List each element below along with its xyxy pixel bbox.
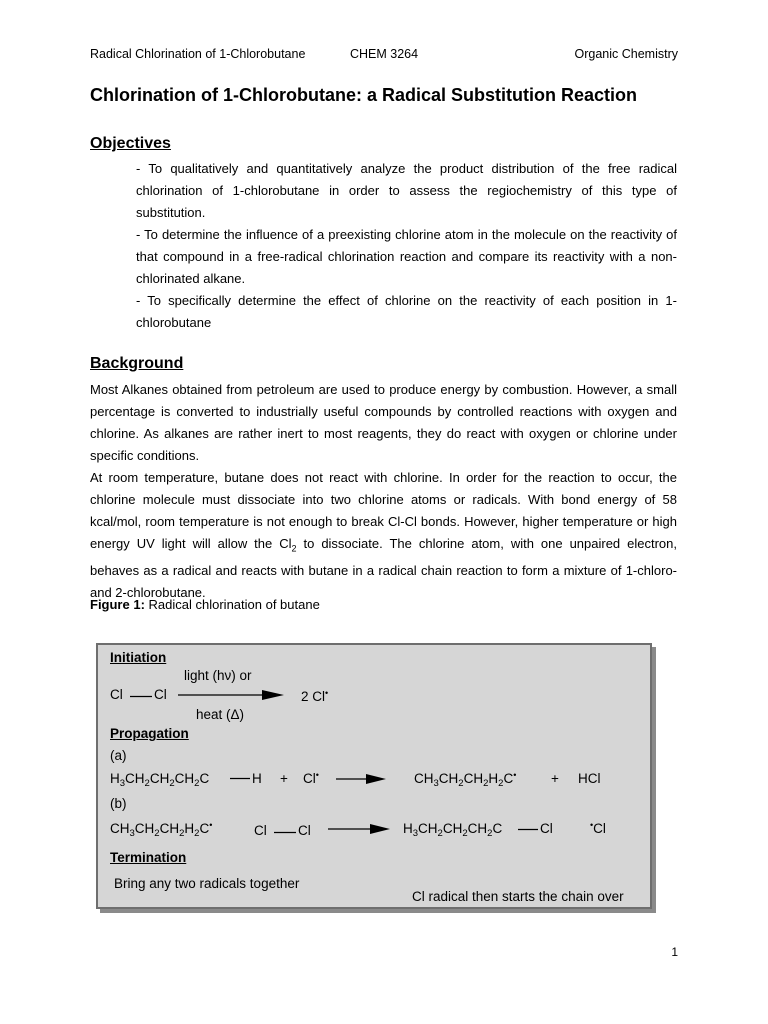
cl2-subscript: 2 [291, 543, 297, 554]
cl-atom: Cl [110, 687, 123, 702]
cl-atom: Cl [298, 823, 311, 838]
hcl-product: HCl [578, 771, 601, 786]
document-title: Chlorination of 1-Chlorobutane: a Radical Substitution Reaction [90, 85, 638, 105]
background-paragraph: Most Alkanes obtained from petroleum are used to produce energy by combustion. However, a small percentage is converted to industrially useful compounds by controlled reactions with oxygen and chlorine. As alkanes are rather inert to most reagents, they do react with oxygen or chlorine under specific conditions. [90, 382, 677, 463]
scheme-box [96, 643, 652, 909]
objective-item: - To qualitatively and quantitatively analyze the product distribution of the free radical chlorination of 1-chlorobutane in order to assess the regiochemistry of this type of substitution. [136, 161, 677, 220]
figure-caption [90, 597, 320, 612]
step-a-label: (a) [110, 748, 127, 763]
background-text-part: to dissociate. The chlorine atom, with one unpaired electron, behaves as a radical and reacts with butane in a radical chain reaction to form a mixture of 1-chloro- and 2-chlorobutane. [90, 536, 677, 600]
c-h-bond [230, 777, 250, 781]
cl-cl-bond [130, 695, 152, 699]
figure-label: Figure 1: [90, 597, 145, 612]
termination-text: Bring any two radicals together [114, 876, 300, 891]
initiation-label: Initiation [110, 650, 167, 665]
termination-label: Termination [110, 850, 187, 865]
light-label: light (hν) or [184, 668, 252, 683]
step-b-label: (b) [110, 796, 127, 811]
heat-label: heat (Δ) [196, 707, 245, 722]
objective-item: - To specifically determine the effect of chlorine on the reactivity of each position in 1-chlorobutane [136, 293, 677, 330]
header-right: Organic Chemistry [574, 47, 678, 61]
cl-radical: •Cl [590, 820, 606, 836]
page-number: 1 [671, 945, 678, 959]
background-text [90, 379, 677, 604]
cl-atom: Cl [154, 687, 167, 702]
two-cl-radicals: 2 Cl• [301, 688, 329, 704]
header-center: CHEM 3264 [350, 47, 419, 61]
h-atom: H [252, 771, 262, 786]
chlorobutane-formula: $H_3CH_2CH_2CH_2C$ [403, 821, 503, 839]
background-text-part: At room temperature, butane does not react with chlorine. In order for the reaction to occur, the chlorine molecule must dissociate into two chlorine atoms or radicals. With bond energy of 58 kcal/mol, room temperature is not enough to break Cl-Cl bonds. However, higher temperature or high energy UV light will allow the Cl [90, 470, 677, 551]
plus-sign: + [551, 771, 559, 786]
background-heading: Background [90, 355, 184, 372]
cl-atom: Cl [540, 821, 553, 836]
plus-sign: + [280, 771, 288, 786]
butyl-radical: $CH_3CH_2CH_2H_2C^•$ [110, 820, 213, 839]
initiation-arrow [178, 689, 286, 701]
propagation-arrow-b [328, 823, 390, 835]
c-cl-bond [518, 828, 538, 832]
propagation-label: Propagation [110, 726, 189, 741]
page-header [90, 47, 678, 65]
figure-caption-text: Radical chlorination of butane [148, 597, 320, 612]
cl-atom: Cl [254, 823, 267, 838]
header-left: Radical Chlorination of 1-Chlorobutane [90, 47, 306, 61]
cl-radical: Cl• [303, 770, 319, 786]
objectives-heading: Objectives [90, 135, 171, 152]
propagation-arrow-a [336, 773, 386, 785]
butane-formula: $H_3CH_2CH_2CH_2C$ [110, 771, 210, 789]
cl-cl-bond [274, 831, 296, 835]
objectives-list [136, 158, 677, 334]
reaction-scheme [96, 643, 652, 909]
chain-note: Cl radical then starts the chain over [412, 889, 624, 904]
background-paragraph [90, 467, 677, 604]
objective-item: - To determine the influence of a preexisting chlorine atom in the molecule on the reactivity of that compound in a free-radical chlorination reaction and compare its reactivity with a non-chlorinated alkane. [136, 227, 677, 286]
butyl-radical: $CH_3CH_2CH_2H_2C^•$ [414, 770, 517, 789]
